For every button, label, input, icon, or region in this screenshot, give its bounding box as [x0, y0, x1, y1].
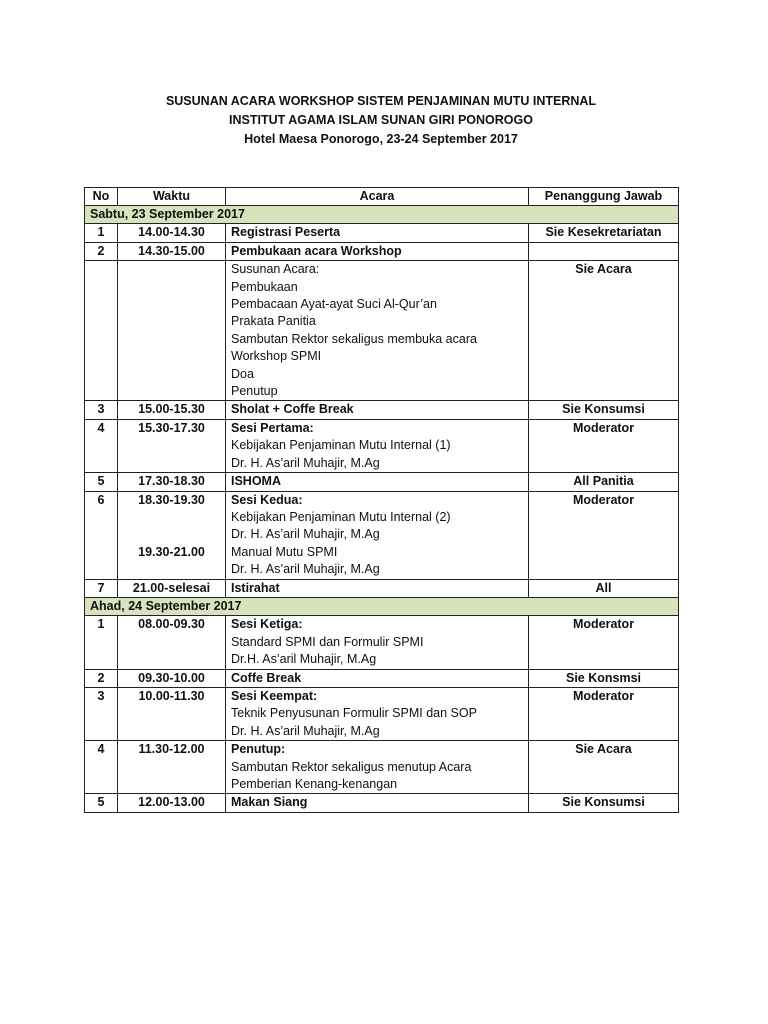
row-activity-cell	[226, 261, 529, 401]
row-number: 3	[85, 687, 118, 740]
row-time-cell	[118, 794, 226, 812]
agenda-body	[85, 206, 679, 813]
institution-name: INSTITUT AGAMA ISLAM SUNAN GIRI PONOROGO	[229, 113, 533, 127]
row-responsible: Sie Konsumsi	[529, 401, 679, 419]
row-number: 1	[85, 616, 118, 669]
row-activity-detail: Sambutan Rektor sekaligus membuka acara	[231, 331, 477, 346]
row-time: 14.30-15.00	[138, 243, 205, 258]
row-responsible: Moderator	[529, 491, 679, 579]
table-row	[85, 401, 679, 419]
row-activity-detail: Dr.H. As’aril Muhajir, M.Ag	[231, 652, 377, 667]
table-row	[85, 579, 679, 597]
row-activity-title: Penutup:	[231, 742, 286, 757]
row-number: 6	[85, 491, 118, 579]
row-activity-detail: Dr. H. As’aril Muhajir, M.Ag	[231, 723, 380, 738]
row-time-cell	[118, 419, 226, 472]
row-time	[123, 509, 220, 526]
row-activity-cell	[226, 224, 529, 242]
row-activity-cell	[226, 794, 529, 812]
row-activity-title: Sesi Keempat:	[231, 688, 318, 703]
table-row	[85, 687, 679, 740]
row-time-cell	[118, 741, 226, 794]
row-activity-detail: Workshop SPMI	[231, 349, 322, 364]
row-responsible: Sie Konsumsi	[529, 794, 679, 812]
row-time: 18.30-19.30	[138, 492, 205, 507]
row-time-cell	[118, 242, 226, 260]
row-number: 4	[85, 419, 118, 472]
row-activity-title: Sesi Pertama:	[231, 420, 314, 435]
table-row	[85, 669, 679, 687]
row-activity-detail: Kebijakan Penjaminan Mutu Internal (1)	[231, 438, 451, 453]
row-activity-cell	[226, 242, 529, 260]
row-activity-title: Registrasi Peserta	[231, 225, 341, 240]
row-time: 09.30-10.00	[138, 670, 205, 685]
row-activity-cell	[226, 491, 529, 579]
row-responsible: Moderator	[529, 419, 679, 472]
row-activity-cell	[226, 419, 529, 472]
row-responsible: All Panitia	[529, 473, 679, 491]
table-row	[85, 261, 679, 401]
row-time: 11.30-12.00	[138, 742, 205, 757]
row-time: 15.30-17.30	[138, 420, 205, 435]
row-number: 7	[85, 579, 118, 597]
row-activity-detail: Kebijakan Penjaminan Mutu Internal (2)	[231, 509, 451, 524]
day-header-row	[85, 206, 679, 224]
row-time-cell	[118, 401, 226, 419]
column-header-penanggung-jawab: Penanggung Jawab	[529, 188, 679, 206]
row-activity-title: Sesi Kedua:	[231, 492, 303, 507]
venue-date: Hotel Maesa Ponorogo, 23-24 September 2017	[244, 132, 518, 146]
row-number: 1	[85, 224, 118, 242]
row-responsible: Moderator	[529, 687, 679, 740]
row-activity-cell	[226, 741, 529, 794]
row-activity-cell	[226, 616, 529, 669]
row-activity-title: Coffe Break	[231, 670, 302, 685]
row-responsible: All	[529, 579, 679, 597]
row-activity-title: Pembukaan acara Workshop	[231, 243, 402, 258]
row-responsible: Sie Acara	[529, 261, 679, 401]
row-activity-detail: Pembacaan Ayat-ayat Suci Al-Qur’an	[231, 297, 437, 312]
row-time-cell	[118, 224, 226, 242]
row-activity-detail: Dr. H. As’aril Muhajir, M.Ag	[231, 562, 380, 577]
row-number: 5	[85, 473, 118, 491]
row-activity-detail: Teknik Penyusunan Formulir SPMI dan SOP	[231, 706, 477, 721]
document-header	[84, 92, 678, 149]
row-activity-detail: Dr. H. As’aril Muhajir, M.Ag	[231, 455, 380, 470]
row-activity-title: Sholat + Coffe Break	[231, 402, 354, 417]
row-time: 14.00-14.30	[138, 225, 205, 240]
row-activity-detail: Sambutan Rektor sekaligus menutup Acara	[231, 759, 472, 774]
row-responsible: Moderator	[529, 616, 679, 669]
row-activity-detail: Dr. H. As’aril Muhajir, M.Ag	[231, 527, 380, 542]
row-activity-title: Susunan Acara:	[231, 262, 320, 277]
table-row	[85, 741, 679, 794]
row-time: 21.00-selesai	[132, 580, 211, 595]
row-responsible: Sie Acara	[529, 741, 679, 794]
table-row	[85, 616, 679, 669]
row-time-cell	[118, 261, 226, 401]
row-activity-detail: Doa	[231, 366, 254, 381]
row-activity-detail: Manual Mutu SPMI	[231, 544, 338, 559]
row-number: 2	[85, 669, 118, 687]
row-activity-detail: Standard SPMI dan Formulir SPMI	[231, 634, 424, 649]
table-row	[85, 491, 679, 579]
row-time-cell	[118, 616, 226, 669]
row-activity-cell	[226, 473, 529, 491]
row-responsible: Sie Kesekretariatan	[529, 224, 679, 242]
row-activity-detail: Penutup	[231, 384, 278, 399]
table-row	[85, 473, 679, 491]
row-activity-cell	[226, 579, 529, 597]
row-time	[123, 261, 220, 278]
column-header-waktu: Waktu	[118, 188, 226, 206]
table-row	[85, 242, 679, 260]
row-activity-detail: Pembukaan	[231, 279, 298, 294]
row-time-cell	[118, 687, 226, 740]
row-time: 19.30-21.00	[138, 544, 205, 559]
row-time-cell	[118, 491, 226, 579]
row-activity-title: Istirahat	[231, 580, 280, 595]
row-responsible: Sie Konsmsi	[529, 669, 679, 687]
row-activity-detail: Prakata Panitia	[231, 314, 316, 329]
row-number: 2	[85, 242, 118, 260]
table-row	[85, 419, 679, 472]
row-activity-detail: Pemberian Kenang-kenangan	[231, 777, 398, 791]
row-activity-title: Makan Siang	[231, 795, 308, 810]
table-row	[85, 224, 679, 242]
row-time-cell	[118, 473, 226, 491]
agenda-table	[84, 187, 679, 813]
row-time: 12.00-13.00	[138, 795, 205, 810]
row-activity-title: Sesi Ketiga:	[231, 617, 303, 632]
table-header-row	[85, 188, 679, 206]
row-number: 4	[85, 741, 118, 794]
row-number: 5	[85, 794, 118, 812]
row-time: 17.30-18.30	[138, 474, 205, 489]
day-header-row	[85, 597, 679, 615]
column-header-no: No	[85, 188, 118, 206]
row-time-cell	[118, 669, 226, 687]
row-activity-cell	[226, 401, 529, 419]
column-header-acara: Acara	[226, 188, 529, 206]
row-time: 10.00-11.30	[138, 688, 205, 703]
row-time-cell	[118, 579, 226, 597]
row-number	[85, 261, 118, 401]
row-activity-title: ISHOMA	[231, 474, 281, 489]
row-number: 3	[85, 401, 118, 419]
row-activity-cell	[226, 669, 529, 687]
row-responsible	[529, 242, 679, 260]
day-label: Ahad, 24 September 2017	[85, 597, 679, 615]
day-label: Sabtu, 23 September 2017	[85, 206, 679, 224]
row-activity-cell	[226, 687, 529, 740]
table-row	[85, 794, 679, 812]
row-time: 15.00-15.30	[138, 402, 205, 417]
row-time	[123, 526, 220, 543]
document-title: SUSUNAN ACARA WORKSHOP SISTEM PENJAMINAN MUTU INTERNAL	[165, 94, 597, 108]
row-time: 08.00-09.30	[138, 617, 205, 632]
